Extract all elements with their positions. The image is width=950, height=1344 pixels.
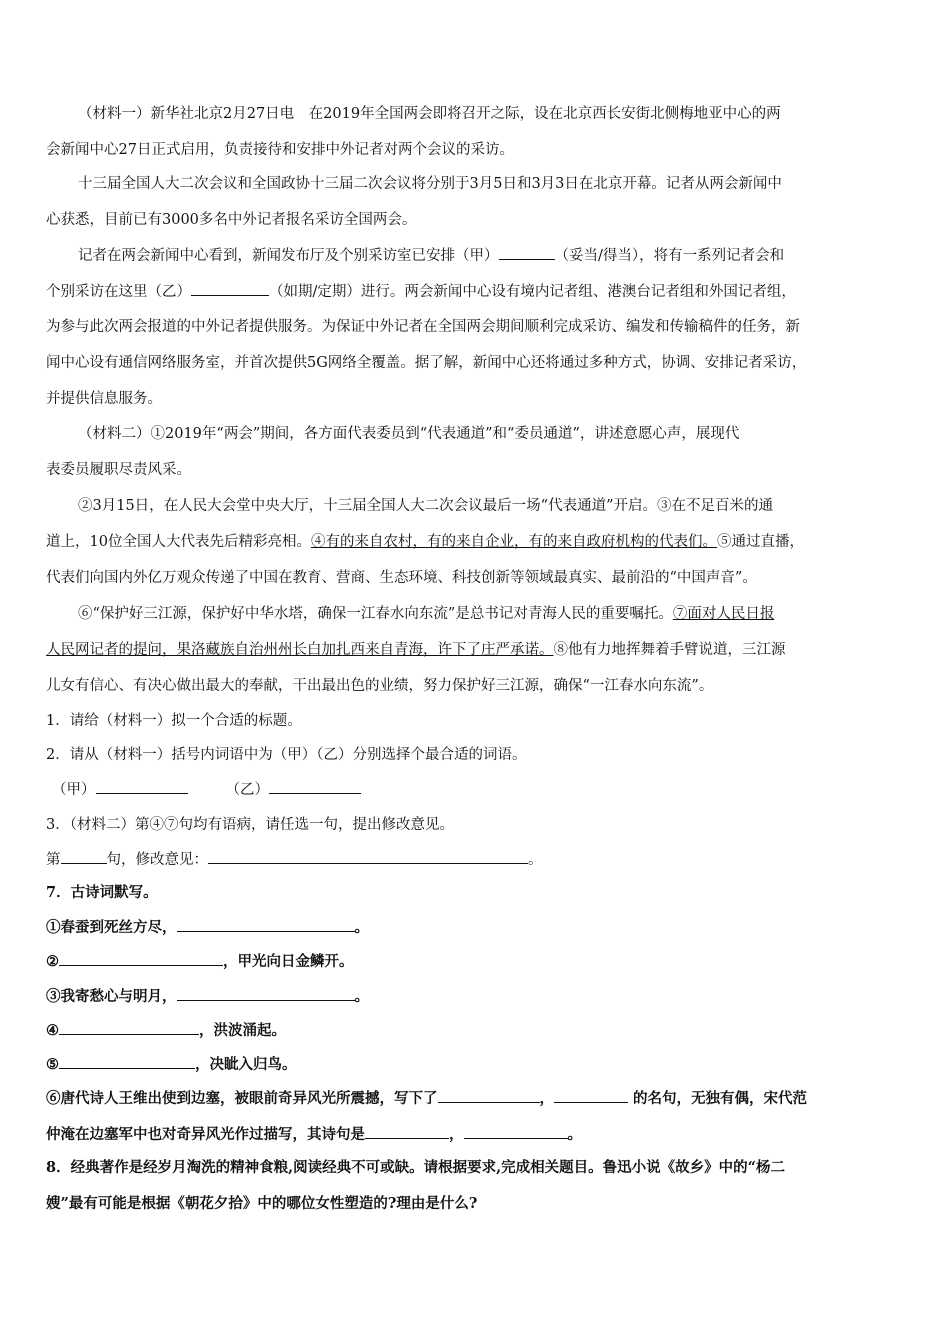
text: 表委员履职尽责风采。 xyxy=(46,462,191,478)
poem-line-7 xyxy=(46,1124,916,1145)
answer-blank-q2-yi[interactable] xyxy=(269,779,361,794)
material1-line-1 xyxy=(78,104,916,124)
text: 。 xyxy=(354,988,369,1005)
text: 闻中心设有通信网络服务室，并首次提供5G网络全覆盖。据了解，新闻中心还将通过多种方式，协调、安排记者采访， xyxy=(46,355,807,371)
question-2 xyxy=(46,745,916,765)
text: 儿女有信心、有决心做出最大的奉献，干出最出色的业绩，努力保护好三江源，确保“一江春水向东流”。 xyxy=(46,678,714,694)
text: 第 xyxy=(46,852,61,868)
answer-blank-yi[interactable] xyxy=(191,281,269,296)
material1-line-7 xyxy=(46,317,916,337)
text: 心获悉，目前已有3000多名中外记者报名采访全国两会。 xyxy=(46,212,417,228)
material1-line-6 xyxy=(46,281,916,302)
text: ⑤通过直播， xyxy=(716,534,804,550)
answer-blank-q2-jia[interactable] xyxy=(96,779,188,794)
text: 。 xyxy=(528,852,543,868)
poem-line-4 xyxy=(46,1020,916,1041)
text: 7．古诗词默写。 xyxy=(46,884,158,901)
text: 8．经典著作是经岁月淘洗的精神食粮,阅读经典不可或缺。请根据要求,完成相关题目。鲁迅小说《故乡》中的“杨二 xyxy=(46,1159,786,1176)
material2-line-8 xyxy=(46,676,916,696)
text: 2．请从（材料一）括号内词语中为（甲）（乙）分别选择个最合适的词语。 xyxy=(46,747,527,763)
material1-line-3 xyxy=(78,174,916,194)
question-8-line-2 xyxy=(46,1194,916,1214)
question-3-answer xyxy=(46,849,916,870)
text: ⑥“保护好三江源，保护好中华水塔，确保一江春水向东流”是总书记对青海人民的重要嘱托。 xyxy=(78,606,673,622)
answer-blank-p5[interactable] xyxy=(59,1054,195,1069)
text: ， xyxy=(449,1126,464,1143)
poem-line-5 xyxy=(46,1054,916,1075)
material1-line-9 xyxy=(46,389,916,409)
poem-line-6 xyxy=(46,1088,916,1109)
material2-line-1 xyxy=(78,424,916,444)
text: ② xyxy=(46,953,59,970)
text: ②3月15日，在人民大会堂中央大厅，十三届全国人大二次会议最后一场“代表通道”开启。③在不足百米的通 xyxy=(78,498,773,514)
text: 道上，10位全国人大代表先后精彩亮相。 xyxy=(46,534,311,550)
question-1 xyxy=(46,711,916,731)
text: （乙） xyxy=(225,782,269,798)
question-7-title xyxy=(46,883,916,903)
answer-blank-sentence-no[interactable] xyxy=(61,849,107,864)
text: 。 xyxy=(354,919,369,936)
material1-line-5 xyxy=(78,245,916,266)
text: 个别采访在这里（乙） xyxy=(46,284,191,300)
underlined-sentence-4: ④有的来自农村，有的来自企业，有的来自政府机构的代表们。 xyxy=(310,534,717,550)
text: （材料一）新华社北京2月27日电 在2019年全国两会即将召开之际，设在北京西长安街北侧梅地亚中心的两 xyxy=(78,106,781,122)
material2-line-7 xyxy=(46,640,916,660)
answer-blank-jia[interactable] xyxy=(499,245,555,260)
text: ③我寄愁心与明月， xyxy=(46,988,177,1005)
question-2-answers xyxy=(52,779,922,800)
underlined-sentence-7-cont: 人民网记者的提问，果洛藏族自治州州长白加扎西来自青海，许下了庄严承诺。 xyxy=(46,642,554,658)
text: （如期/定期）进行。两会新闻中心设有境内记者组、港澳台记者组和外国记者组， xyxy=(269,284,796,300)
answer-blank-p6-4[interactable] xyxy=(464,1124,568,1139)
material1-line-4 xyxy=(46,210,916,230)
text: ⑥唐代诗人王维出使到边塞，被眼前奇异风光所震撼，写下了 xyxy=(46,1090,438,1107)
question-8-line-1 xyxy=(46,1158,916,1178)
poem-line-1 xyxy=(46,917,916,938)
answer-blank-p4[interactable] xyxy=(59,1020,199,1035)
text: 3．（材料二）第④⑦句均有语病，请任选一句，提出修改意见。 xyxy=(46,817,454,833)
underlined-sentence-7: ⑦面对人民日报 xyxy=(672,606,775,622)
text: 并提供信息服务。 xyxy=(46,391,162,407)
poem-line-3 xyxy=(46,986,916,1007)
text: （甲） xyxy=(52,782,96,798)
text: ⑤ xyxy=(46,1056,59,1073)
text: 句，修改意见： xyxy=(106,852,208,868)
text: 1．请给（材料一）拟一个合适的标题。 xyxy=(46,713,302,729)
text: 为参与此次两会报道的中外记者提供服务。为保证中外记者在全国两会期间顺利完成采访、编发和传输稿件的任务，新 xyxy=(46,319,800,335)
text: ， xyxy=(539,1090,554,1107)
text: 嫂”最有可能是根据《朝花夕拾》中的哪位女性塑造的?理由是什么? xyxy=(46,1195,478,1212)
material2-line-4 xyxy=(46,532,916,552)
text: 。 xyxy=(567,1126,582,1143)
text: 仲淹在边塞军中也对奇异风光作过描写，其诗句是 xyxy=(46,1126,365,1143)
text: （材料二）①2019年“两会”期间，各方面代表委员到“代表通道”和“委员通道”，讲述意愿心声，展现代 xyxy=(78,426,740,442)
text: ，洪波涌起。 xyxy=(199,1022,286,1039)
answer-blank-revision[interactable] xyxy=(208,849,528,864)
question-3 xyxy=(46,815,916,835)
text: 代表们向国内外亿万观众传递了中国在教育、营商、生态环境、科技创新等领域最真实、最前沿的“中国声音”。 xyxy=(46,570,757,586)
text: 记者在两会新闻中心看到，新闻发布厅及个别采访室已安排（甲） xyxy=(78,248,499,264)
material2-line-5 xyxy=(46,568,916,588)
text: 十三届全国人大二次会议和全国政协十三届二次会议将分别于3月5日和3月3日在北京开幕。记者从两会新闻中 xyxy=(78,176,782,192)
text: ⑧他有力地挥舞着手臂说道，三江源 xyxy=(553,642,786,658)
material2-line-3 xyxy=(78,496,916,516)
material1-line-2 xyxy=(46,140,916,160)
answer-blank-p1[interactable] xyxy=(177,917,355,932)
text: ④ xyxy=(46,1022,59,1039)
text: ，甲光向日金鳞开。 xyxy=(223,953,354,970)
poem-line-2 xyxy=(46,951,916,972)
text: ，决眦入归鸟。 xyxy=(195,1056,297,1073)
answer-blank-p2[interactable] xyxy=(59,951,223,966)
text: ①春蚕到死丝方尽， xyxy=(46,919,177,936)
text: （妥当/得当），将有一系列记者会和 xyxy=(554,248,785,264)
material2-line-6 xyxy=(78,604,916,624)
answer-blank-p6-2[interactable] xyxy=(554,1088,628,1103)
text: 会新闻中心27日正式启用，负责接待和安排中外记者对两个会议的采访。 xyxy=(46,142,514,158)
answer-blank-p3[interactable] xyxy=(177,986,355,1001)
material1-line-8 xyxy=(46,353,916,373)
answer-blank-p6-1[interactable] xyxy=(438,1088,540,1103)
answer-blank-p6-3[interactable] xyxy=(365,1124,449,1139)
material2-line-2 xyxy=(46,460,916,480)
text: 的名句，无独有偶，宋代范 xyxy=(628,1090,808,1107)
